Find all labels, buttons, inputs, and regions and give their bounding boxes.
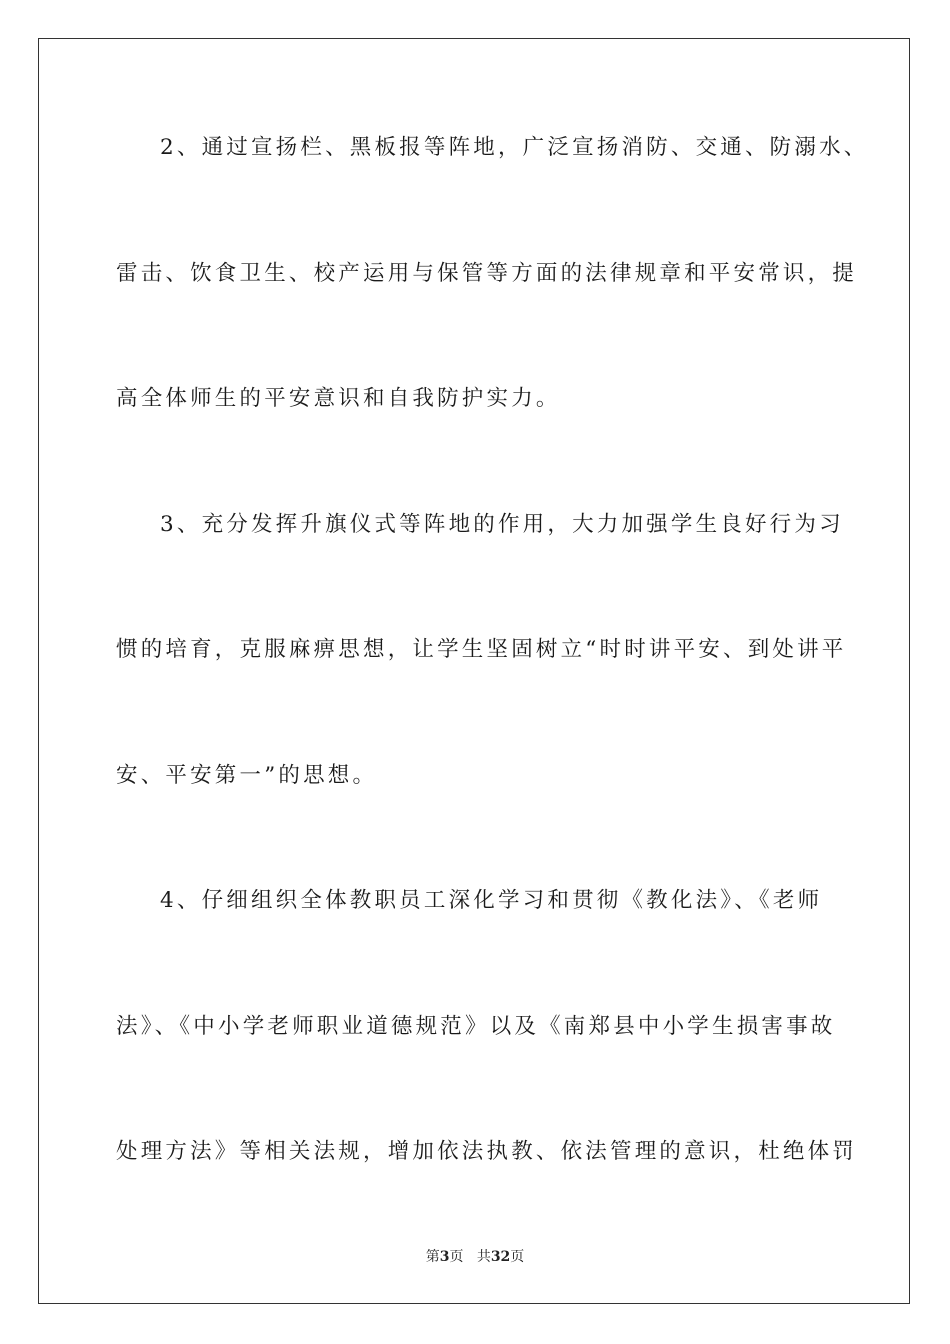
footer-prefix: 第 [425, 1249, 440, 1265]
paragraph-3-line-2: 惯的培育，克服麻痹思想，让学生坚固树立“时时讲平安、到处讲平 [116, 637, 847, 662]
footer-total-suffix: 页 [510, 1249, 525, 1265]
paragraph-3-line-1: 3、充分发挥升旗仪式等阵地的作用，大力加强学生良好行为习 [160, 512, 844, 537]
paragraph-3-line-3: 安、平安第一”的思想。 [116, 763, 378, 788]
paragraph-4-line-1: 4、仔细组织全体教职员工深化学习和贯彻《教化法》、《老师 [160, 888, 823, 913]
paragraph-2-line-2: 雷击、饮食卫生、校产运用与保管等方面的法律规章和平安常识，提 [116, 261, 858, 286]
footer-page-suffix: 页 [449, 1249, 464, 1265]
footer-page-number: 3 [439, 1249, 450, 1265]
paragraph-4-line-2: 法》、《中小学老师职业道德规范》以及《南郑县中小学生损害事故 [116, 1014, 836, 1039]
paragraph-2-line-1: 2、通过宣扬栏、黑板报等阵地，广泛宣扬消防、交通、防溺水、 [160, 135, 869, 160]
footer-total-prefix: 共 [476, 1249, 491, 1265]
paragraph-4-line-3: 处理方法》等相关法规，增加依法执教、依法管理的意识，杜绝体罚 [116, 1139, 858, 1164]
footer-total-pages: 32 [490, 1249, 511, 1265]
paragraph-2-line-3: 高全体师生的平安意识和自我防护实力。 [116, 386, 561, 411]
page-footer [0, 1246, 950, 1266]
page-border [38, 38, 910, 1304]
